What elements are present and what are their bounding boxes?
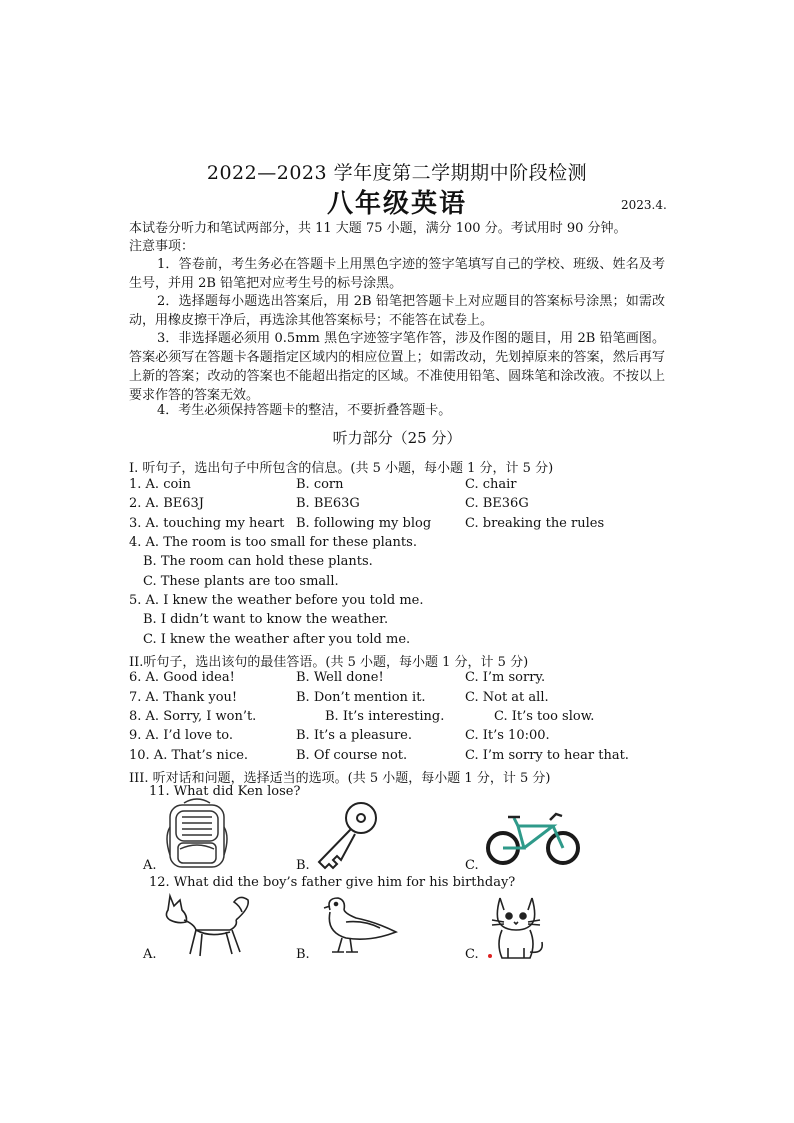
part2-heading: II.听句子，选出该句的最佳答语。(共 5 小题，每小题 1 分，计 5 分): [129, 655, 529, 670]
part3-heading: III. 听对话和问题，选择适当的选项。(共 5 小题，每小题 1 分，计 5 分): [129, 771, 551, 786]
q9-option-a: 9. A. I’d love to.: [129, 728, 234, 743]
q7-option-c: C. Not at all.: [465, 690, 549, 705]
q11-label-a: A.: [143, 858, 157, 873]
q8-option-c: C. It’s too slow.: [494, 709, 595, 724]
part1-heading: I. 听句子，选出句子中所包含的信息。(共 5 小题，每小题 1 分，计 5 分): [129, 461, 554, 476]
q10-option-c: C. I’m sorry to hear that.: [465, 748, 629, 763]
q5-option-b: B. I didn’t want to know the weather.: [143, 612, 389, 627]
exam-subtitle: 八年级英语: [326, 189, 467, 219]
q6-option-c: C. I’m sorry.: [465, 670, 546, 685]
q5-option-c: C. I knew the weather after you told me.: [143, 632, 411, 647]
q6-option-b: B. Well done!: [296, 670, 384, 685]
red-dot-icon: [488, 954, 492, 958]
q12-label-a: A.: [143, 947, 157, 962]
q9-option-b: B. It’s a pleasure.: [296, 728, 413, 743]
q4-option-b: B. The room can hold these plants.: [143, 554, 373, 569]
note-2: 2．选择题每小题选出答案后，用 2B 铅笔把答题卡上对应题目的答案标号涂黑；如需改动，用橡皮擦干净后，再选涂其他答案标号；不能答在试卷上。: [129, 294, 665, 328]
q10-option-b: B. Of course not.: [296, 748, 408, 763]
kitten-icon: [484, 892, 550, 962]
q1-option-b: B. corn: [296, 477, 344, 492]
note-1: 1．答卷前，考生务必在答题卡上用黑色字迹的签字笔填写自己的学校、班级、姓名及考生号，并用 2B 铅笔把对应考生号的标号涂黑。: [129, 257, 665, 291]
q2-option-a: 2. A. BE63J: [129, 496, 204, 511]
q8-option-a: 8. A. Sorry, I won’t.: [129, 709, 257, 724]
q4-option-a: 4. A. The room is too small for these plants.: [129, 535, 417, 550]
q3-option-b: B. following my blog: [296, 516, 432, 531]
listening-heading: 听力部分（25 分）: [332, 429, 462, 447]
q12-question: 12. What did the boy’s father give him for his birthday?: [149, 875, 516, 890]
q10-option-a: 10. A. That’s nice.: [129, 748, 249, 763]
q9-option-c: C. It’s 10:00.: [465, 728, 550, 743]
q1-option-c: C. chair: [465, 477, 517, 492]
q1-option-a: 1. A. coin: [129, 477, 191, 492]
note-4: 4．考生必须保持答题卡的整洁，不要折叠答题卡。: [157, 403, 452, 418]
q5-option-a: 5. A. I knew the weather before you told me.: [129, 593, 424, 608]
q11-question: 11. What did Ken lose?: [149, 784, 301, 799]
note-3: 3．非选择题必须用 0.5mm 黑色字迹签字笔作答，涉及作图的题目，用 2B 铅笔画图。答案必须写在答题卡各题指定区域内的相应位置上；如需改动，先划掉原来的答案，然后再写上新的答案；改动的答案也不能超出指定的区域。不准使用铅笔、圆珠笔和涂改液。不按以上要求作答的答案无效。: [129, 331, 665, 403]
q12-label-b: B.: [296, 947, 310, 962]
notice-label: 注意事项：: [129, 239, 195, 254]
q6-option-a: 6. A. Good idea!: [129, 670, 235, 685]
q3-option-c: C. breaking the rules: [465, 516, 605, 531]
exam-date: 2023.4.: [621, 198, 667, 212]
q3-option-a: 3. A. touching my heart: [129, 516, 285, 531]
q12-label-c: C.: [465, 947, 479, 962]
q11-label-c: C.: [465, 858, 479, 873]
q2-option-c: C. BE36G: [465, 496, 529, 511]
bird-icon: [316, 892, 400, 958]
backpack-icon: [162, 797, 232, 871]
dog-icon: [160, 890, 256, 960]
exam-title: 2022—2023 学年度第二学期期中阶段检测: [206, 162, 588, 184]
q7-option-a: 7. A. Thank you!: [129, 690, 238, 705]
key-icon: [315, 800, 381, 870]
intro-line: 本试卷分听力和笔试两部分，共 11 大题 75 小题，满分 100 分。考试用时 90 分钟。: [129, 221, 627, 236]
q11-label-b: B.: [296, 858, 310, 873]
q7-option-b: B. Don’t mention it.: [296, 690, 426, 705]
q2-option-b: B. BE63G: [296, 496, 360, 511]
q8-option-b: B. It’s interesting.: [325, 709, 445, 724]
bicycle-icon: [484, 808, 582, 868]
q4-option-c: C. These plants are too small.: [143, 574, 339, 589]
